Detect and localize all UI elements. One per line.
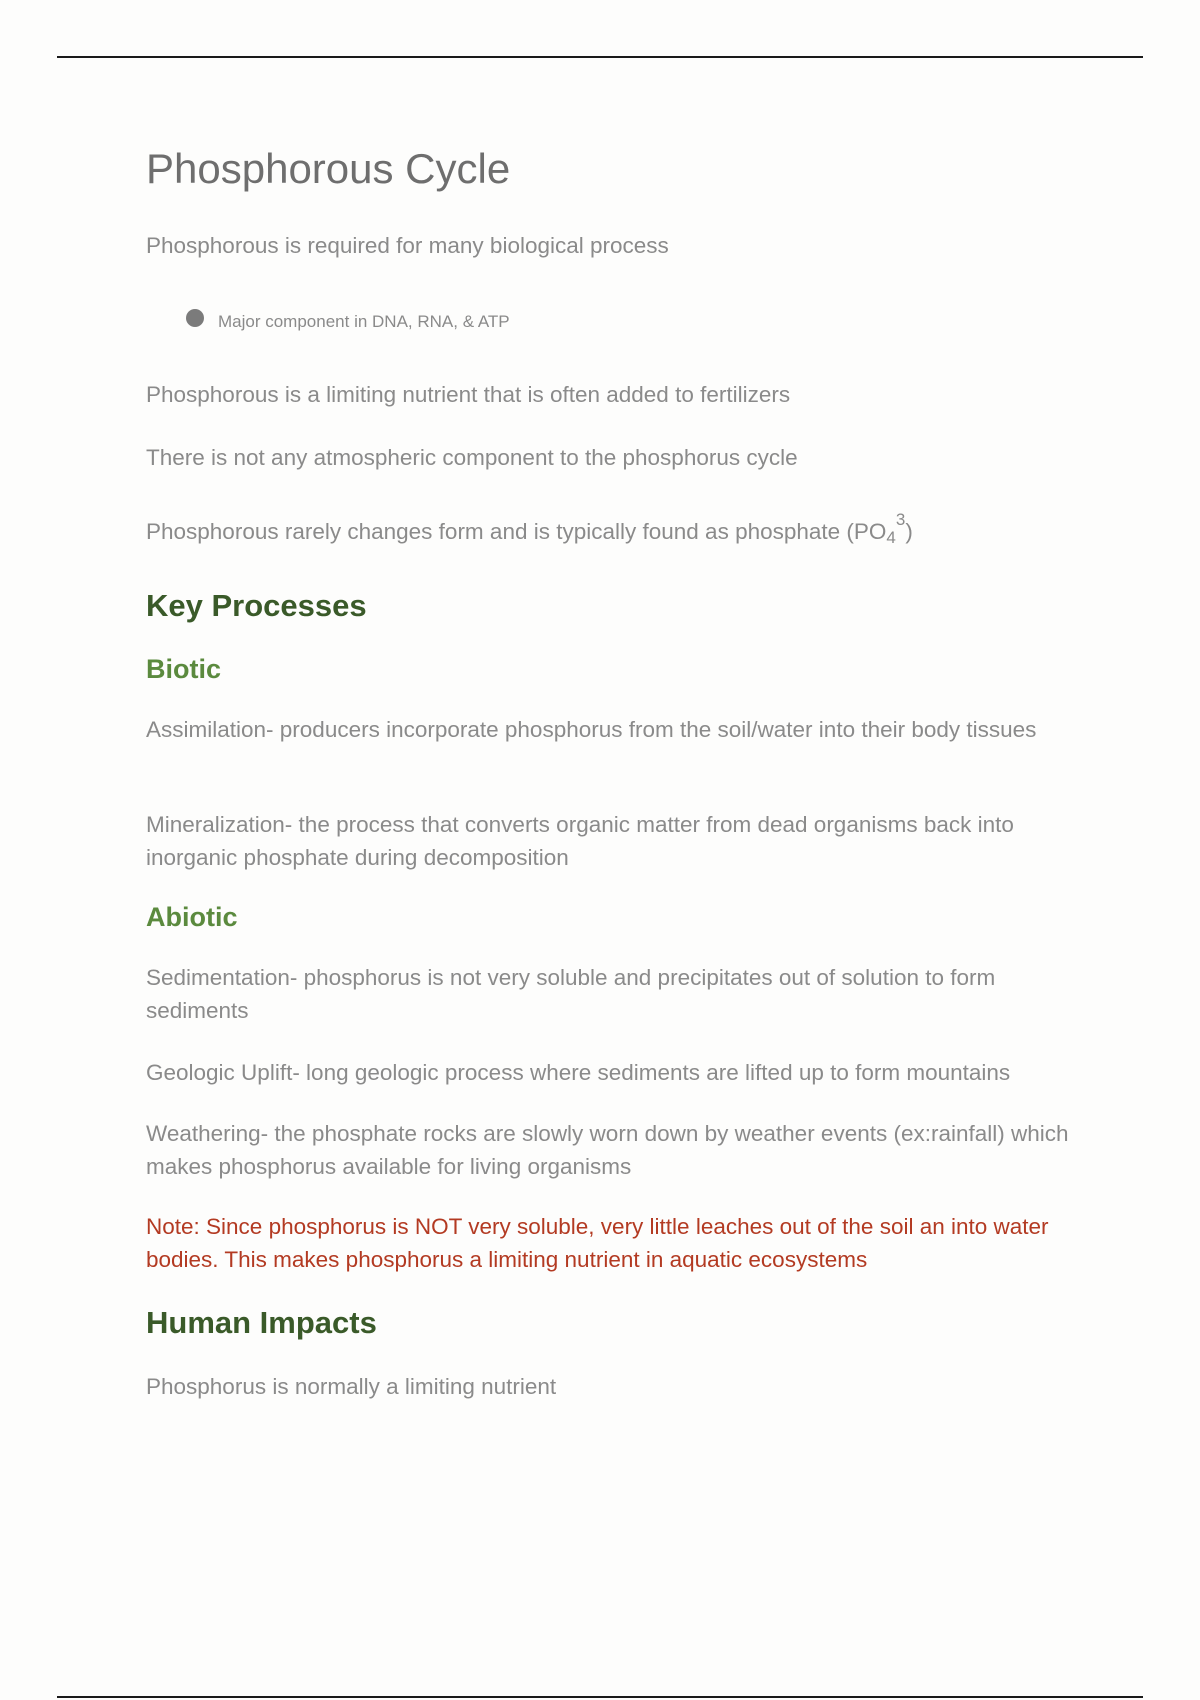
fact-paragraph: There is not any atmospheric component to the phosphorus cycle (146, 445, 798, 470)
bottom-rule (57, 1696, 1143, 1698)
phosphate-close: ) (905, 519, 913, 544)
top-rule (57, 56, 1143, 58)
fact-paragraph: Phosphorous is a limiting nutrient that is often added to fertilizers (146, 382, 791, 407)
abiotic-heading: Abiotic (146, 902, 238, 932)
biotic-item: Mineralization- the process that converts organic matter from dead organisms back into inorganic phosphate during decomposition (146, 812, 1014, 870)
intro-paragraph: Phosphorous is required for many biological process (146, 233, 669, 258)
bullet-item (186, 312, 510, 332)
abiotic-item: Sedimentation- phosphorus is not very soluble and precipitates out of solution to form sediments (146, 965, 996, 1023)
abiotic-item: Weathering- the phosphate rocks are slowly worn down by weather events (ex:rainfall) which makes phosphorus available for living organisms (146, 1121, 1069, 1179)
biotic-item: Assimilation- producers incorporate phosphorus from the soil/water into their body tissues (146, 717, 1037, 742)
human-impacts-heading: Human Impacts (146, 1305, 377, 1340)
page-title: Phosphorous Cycle (146, 145, 511, 192)
abiotic-item: Geologic Uplift- long geologic process where sediments are lifted up to form mountains (146, 1060, 1011, 1085)
phosphate-text: Phosphorous rarely changes form and is typically found as phosphate (PO (146, 519, 887, 544)
human-impacts-paragraph: Phosphorus is normally a limiting nutrient (146, 1374, 557, 1399)
bullet-text: Major component in DNA, RNA, & ATP (218, 312, 510, 331)
phosphate-subscript: 4 (886, 528, 896, 547)
note-paragraph: Note: Since phosphorus is NOT very soluble, very little leaches out of the soil an into water bodies. This makes phosphorus a limiting nutrient in aquatic ecosystems (146, 1214, 1049, 1272)
key-processes-heading: Key Processes (146, 588, 367, 623)
biotic-heading: Biotic (146, 654, 222, 684)
bullet-dot-icon (186, 309, 204, 327)
phosphate-paragraph (146, 510, 913, 548)
phosphate-superscript: 3 (895, 510, 906, 529)
